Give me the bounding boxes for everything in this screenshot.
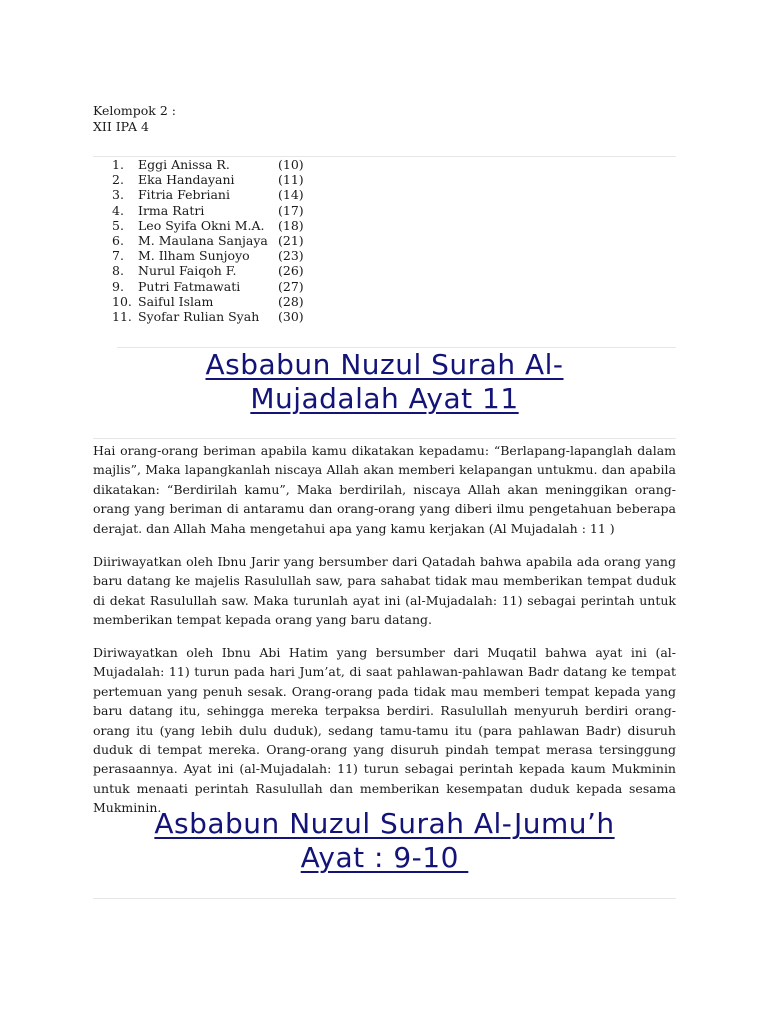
divider bbox=[93, 438, 676, 439]
list-item: 8. Nurul Faiqoh F. (26) bbox=[112, 263, 304, 279]
list-item: 7. M. Ilham Sunjoyo (23) bbox=[112, 248, 304, 264]
heading-line: Mujadalah Ayat 11 bbox=[250, 382, 519, 415]
paragraph-verse: Hai orang-orang beriman apabila kamu dikatakan kepadamu: “Berlapang-lapanglah dalam majlis”, Maka lapangkanlah niscaya Allah akan memberi kelapangan untukmu. dan apabila dikatakan: “Berdirilah kamu”, Maka berdirilah, niscaya Allah akan meninggikan orang-orang yang beriman di antaramu dan orang-orang yang diberi ilmu pengetahuan beberapa derajat. dan Allah Maha mengetahui apa yang kamu kerjakan (Al Mujadalah : 11 ) bbox=[93, 443, 676, 536]
group-label: Kelompok 2 : bbox=[93, 103, 176, 118]
heading-line: Ayat : 9-10 bbox=[300, 841, 469, 874]
divider bbox=[93, 898, 676, 899]
section-heading-jumuah bbox=[93, 807, 676, 875]
heading-line: Asbabun Nuzul Surah Al- bbox=[205, 348, 564, 381]
list-item: 4. Irma Ratri (17) bbox=[112, 202, 304, 218]
list-item: 2. Eka Handayani (11) bbox=[112, 172, 304, 188]
list-item: 11. Syofar Rulian Syah (30) bbox=[112, 309, 304, 325]
list-item: 6. M. Maulana Sanjaya (21) bbox=[112, 233, 304, 249]
member-list bbox=[112, 157, 304, 324]
list-item: 3. Fitria Febriani (14) bbox=[112, 187, 304, 203]
list-item: 9. Putri Fatmawati (27) bbox=[112, 278, 304, 294]
class-label: XII IPA 4 bbox=[93, 119, 149, 134]
list-item: 1. Eggi Anissa R. (10) bbox=[112, 157, 304, 172]
heading-line: Asbabun Nuzul Surah Al-Jumu’h bbox=[154, 807, 615, 840]
paragraph-riwayat-1: Diiriwayatkan oleh Ibnu Jarir yang bersumber dari Qatadah bahwa apabila ada orang yang baru datang ke majelis Rasulullah saw, para sahabat tidak mau memberikan tempat duduk di dekat Rasulullah saw. Maka turunlah ayat ini (al-Mujadalah: 11) sebagai perintah untuk memberikan tempat kepada orang yang baru datang. bbox=[93, 554, 676, 628]
list-item: 10. Saiful Islam (28) bbox=[112, 293, 304, 309]
section-heading-mujadalah bbox=[93, 348, 676, 416]
list-item: 5. Leo Syifa Okni M.A. (18) bbox=[112, 217, 304, 233]
paragraph-riwayat-2: Diriwayatkan oleh Ibnu Abi Hatim yang bersumber dari Muqatil bahwa ayat ini (al-Mujadalah: 11) turun pada hari Jum’at, di saat pahlawan-pahlawan Badr datang ke tempat pertemuan yang penuh sesak. Orang-orang pada tidak mau memberi tempat kepada yang baru datang itu, sehingga mereka terpaksa berdiri. Rasulullah menyuruh berdiri orang-orang itu (yang lebih dulu duduk), sedang tamu-tamu itu (para pahlawan Badr) disuruh duduk di tempat mereka. Orang-orang yang disuruh pindah tempat merasa tersinggung perasaannya. Ayat ini (al-Mujadalah: 11) turun sebagai perintah kepada kaum Mukminin untuk menaati perintah Rasulullah dan memberikan kesempatan duduk kepada sesama Mukminin. bbox=[93, 645, 676, 816]
